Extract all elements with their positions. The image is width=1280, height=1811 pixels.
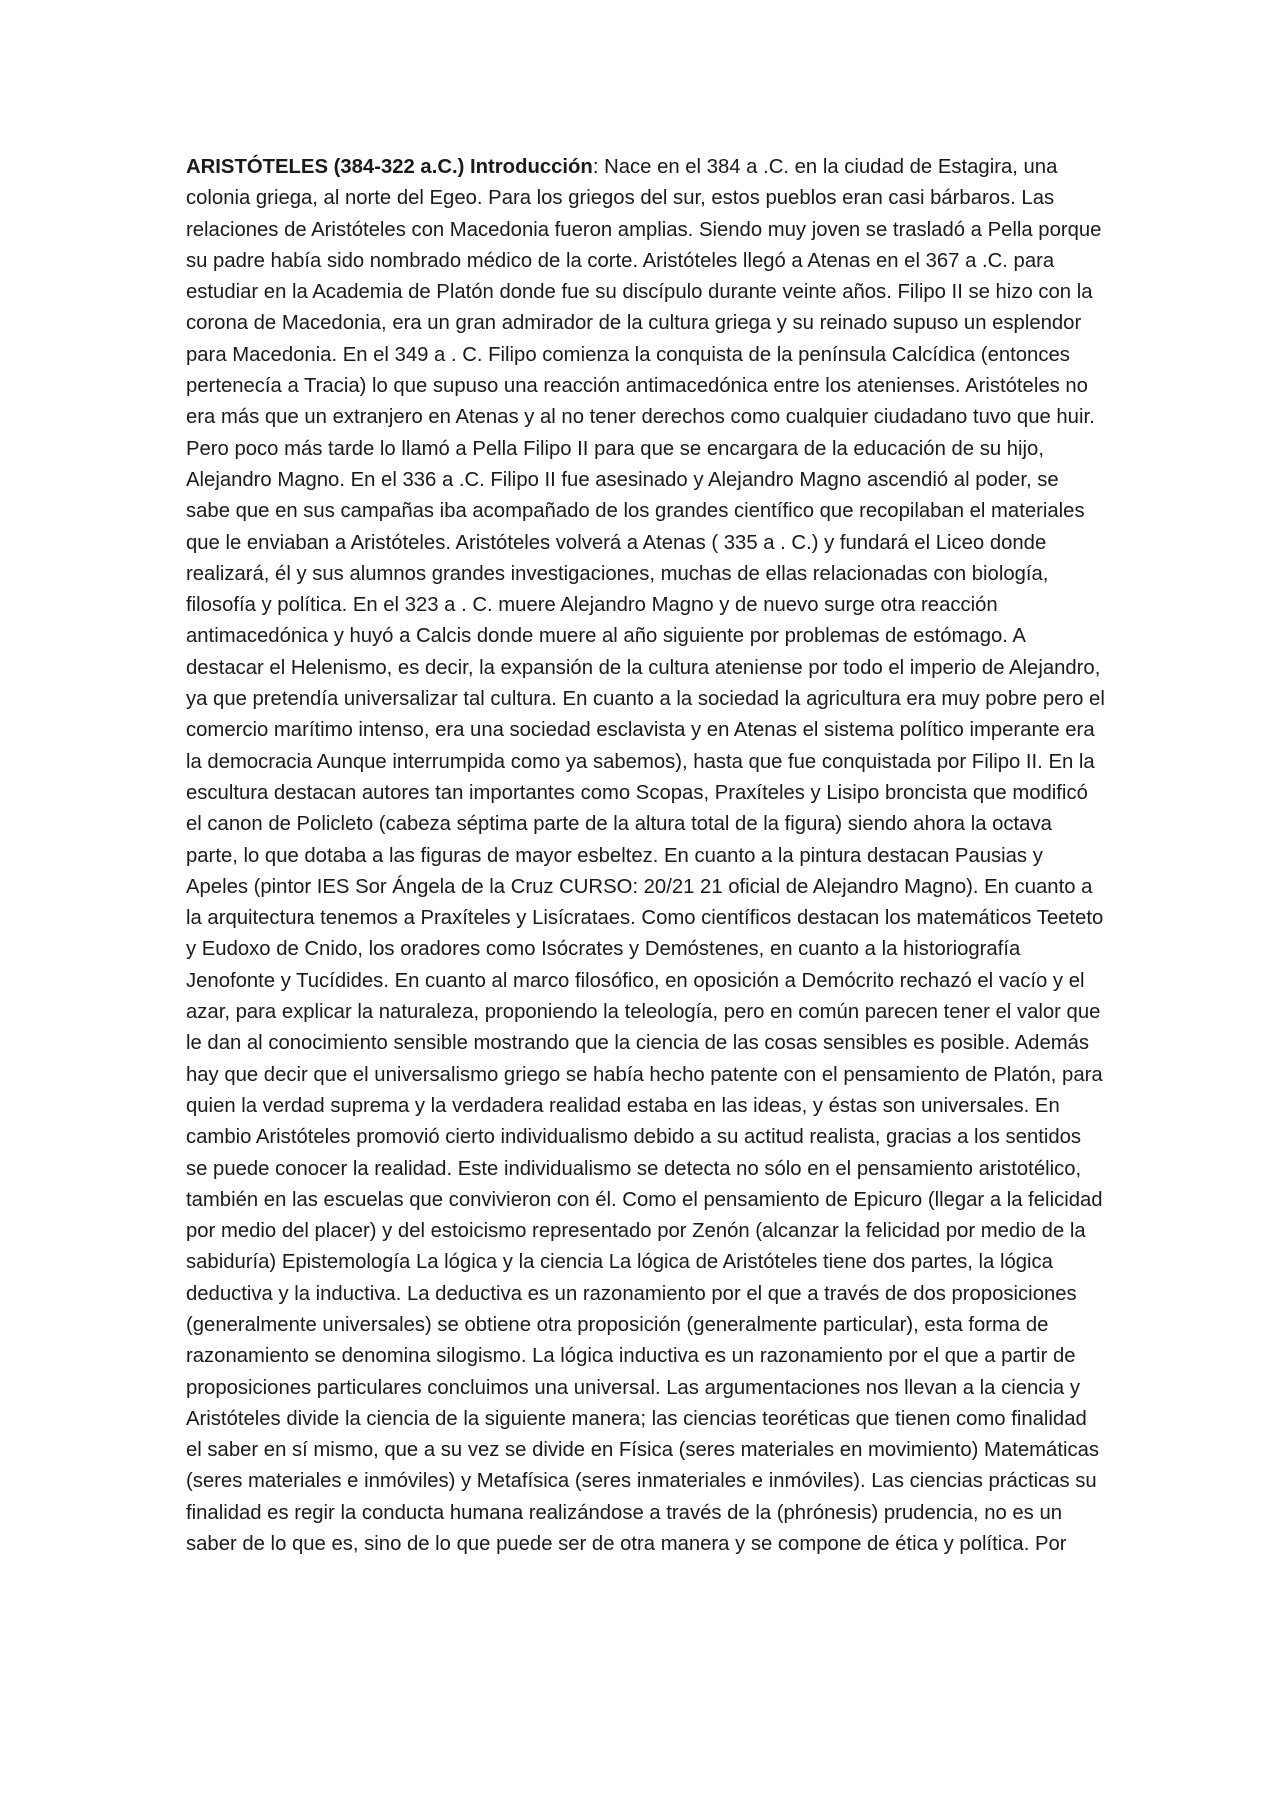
document-body-text: Nace en el 384 a .C. en la ciudad de Estagira, una colonia griega, al norte del Egeo. Para los griegos del sur, estos pueblos eran casi bárbaros. Las relaciones de Aristóteles con Macedonia fueron amplias. Siendo muy joven se trasladó a Pella porque su padre había sido nombrado médico de la corte. Aristóteles llegó a Atenas en el 367 a .C. para estudiar en la Academia de Platón donde fue su discípulo durante veinte años. Filipo II se hizo con la corona de Macedonia, era un gran admirador de la cultura griega y su reinado supuso un esplendor para Macedonia. En el 349 a . C. Filipo comienza la conquista de la península Calcídica (entonces pertenecía a Tracia) lo que supuso una reacción antimacedónica entre los atenienses. Aristóteles no era más que un extranjero en Atenas y al no tener derechos como cualquier ciudadano tuvo que huir. Pero poco más tarde lo llamó a Pella Filipo II para que se encargara de la educación de su hijo, Alejandro Magno. En el 336 a .C. Filipo II fue asesinado y Alejandro Magno ascendió al poder, se sabe que en sus campañas iba acompañado de los grandes científico que recopilaban el materiales que le enviaban a Aristóteles. Aristóteles volverá a Atenas ( 335 a . C.) y fundará el Liceo donde realizará, él y sus alumnos grandes investigaciones, muchas de ellas relacionadas con biología, filosofía y política. En el 323 a . C. muere Alejandro Magno y de nuevo surge otra reacción antimacedónica y huyó a Calcis donde muere al año siguiente por problemas de estómago. A destacar el Helenismo, es decir, la expansión de la cultura ateniense por todo el imperio de Alejandro, ya que pretendía universalizar tal cultura. En cuanto a la sociedad la agricultura era muy pobre pero el comercio marítimo intenso, era una sociedad esclavista y en Atenas el sistema político imperante era la democracia Aunque interrumpida como ya sabemos), hasta que fue conquistada por Filipo II. En la escultura destacan autores tan importantes como Scopas, Praxíteles y Lisipo broncista que modificó el canon de Policleto (cabeza séptima parte de la altura total de la figura) siendo ahora la octava parte, lo que dotaba a las figuras de mayor esbeltez. En cuanto a la pintura destacan Pausias y Apeles (pintor IES Sor Ángela de la Cruz CURSO: 20/21 21 oficial de Alejandro Magno). En cuanto a la arquitectura tenemos a Praxíteles y Lisícrataes. Como científicos destacan los matemáticos Teeteto y Eudoxo de Cnido, los oradores como Isócrates y Demóstenes, en cuanto a la historiografía Jenofonte y Tucídides. En cuanto al marco filosófico, en oposición a Demócrito rechazó el vacío y el azar, para explicar la naturaleza, proponiendo la teleología, pero en común parecen tener el valor que le dan al conocimiento sensible mostrando que la ciencia de las cosas sensibles es posible. Además hay que decir que el universalismo griego se había hecho patente con el pensamiento de Platón, para quien la verdad suprema y la verdadera realidad estaba en las ideas, y éstas son universales. En cambio Aristóteles promovió cierto individualismo debido a su actitud realista, gracias a los sentidos se puede conocer la realidad. Este individualismo se detecta no sólo en el pensamiento aristotélico, también en las escuelas que convivieron con él. Como el pensamiento de Epicuro (llegar a la felicidad por medio del placer) y del estoicismo representado por Zenón (alcanzar la felicidad por medio de la sabiduría) Epistemología La lógica y la ciencia La lógica de Aristóteles tiene dos partes, la lógica deductiva y la inductiva. La deductiva es un razonamiento por el que a través de dos proposiciones (generalmente universales) se obtiene otra proposición (generalmente particular), esta forma de razonamiento se denomina silogismo. La lógica inductiva es un razonamiento por el que a partir de proposiciones particulares concluimos una universal. Las argumentaciones nos llevan a la ciencia y Aristóteles divide la ciencia de la siguiente manera; las ciencias teoréticas que tienen como finalidad el saber en sí mismo, que a su vez se divide en Física (seres materiales en movimiento) Matemáticas (seres materiales e inmóviles) y Metafísica (seres inmateriales e inmóviles). Las ciencias prácticas su finalidad es regir la conducta humana realizándose a través de la (phrónesis) prudencia, no es un saber de lo que es, sino de lo que puede ser de otra manera y se compone de ética y política. Por bbox=[186, 156, 1105, 1556]
document-heading: ARISTÓTELES (384-322 a.C.) Introducción bbox=[186, 156, 593, 178]
heading-separator: : bbox=[592, 156, 599, 178]
document-paragraph bbox=[186, 152, 1106, 1560]
